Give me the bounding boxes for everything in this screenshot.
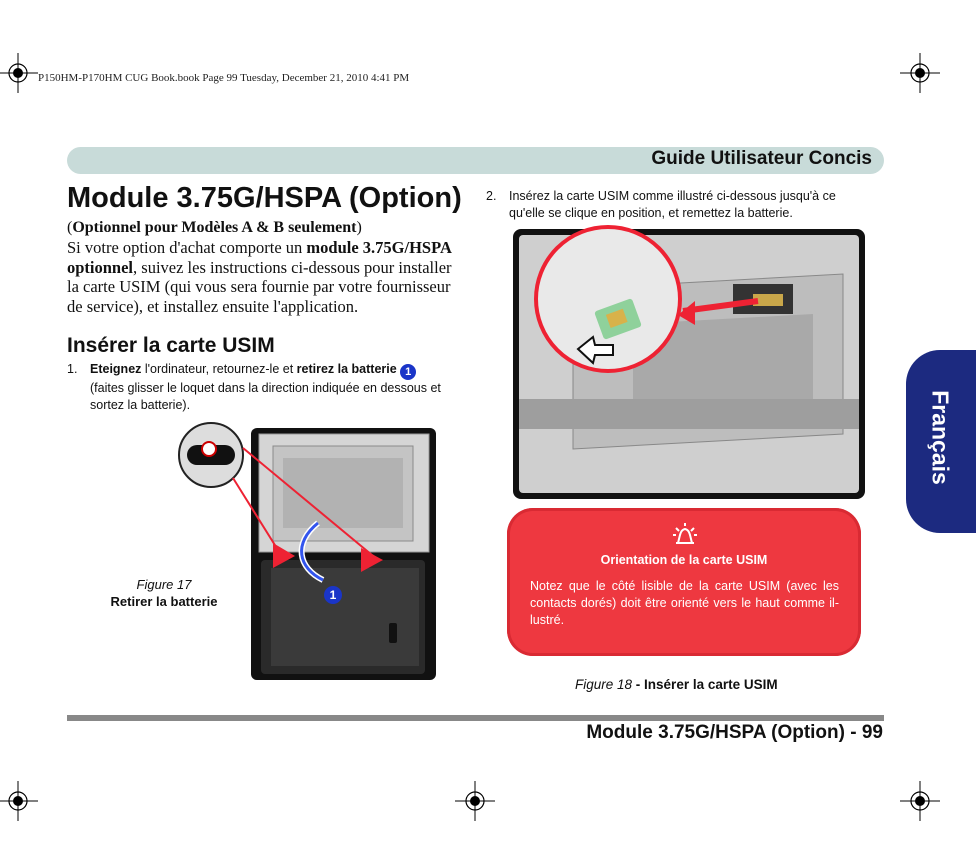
figure-18-caption <box>575 677 778 692</box>
step-1-number: 1. <box>67 362 78 376</box>
crop-mark-top-left <box>0 53 38 93</box>
step-2 <box>486 188 866 224</box>
subtitle-open: ( <box>67 219 73 236</box>
note-box <box>507 508 861 656</box>
header-bar <box>67 147 884 174</box>
note-title: Orientation de la carte USIM <box>600 553 768 567</box>
print-info-line: P150HM-P170HM CUG Book.book Page 99 Tuesday, December 21, 2010 4:41 PM <box>38 72 410 84</box>
step-1-text <box>90 361 467 414</box>
intro-paragraph <box>67 238 467 316</box>
page-title: Module 3.75G/HSPA (Option) <box>67 182 462 214</box>
crop-mark-bottom-left <box>0 781 38 821</box>
page-footer: Module 3.75G/HSPA (Option) - 99 <box>586 722 883 743</box>
subtitle <box>67 219 362 237</box>
figure-17-badge: 1 <box>324 586 342 604</box>
intro-text: Si votre option d'achat comporte un <box>67 238 307 257</box>
step-2-number: 2. <box>486 189 497 203</box>
step-1-badge: 1 <box>400 364 416 380</box>
warning-bell-icon <box>671 521 699 549</box>
footer-rule <box>67 715 884 721</box>
crop-mark-bottom-center <box>455 781 495 821</box>
figure-17-image <box>173 418 438 681</box>
intro-text-end: , suivez les instructions ci-dessous pour installer la carte USIM (qui vous sera fournie par votre fournisseur de service), et installez ensuite l'application. <box>67 257 452 316</box>
step-1-bold: Eteignez <box>90 362 142 376</box>
header-title: Guide Utilisateur Concis <box>651 148 872 169</box>
step-1 <box>67 361 467 413</box>
figure-18-label: Figure 18 <box>575 677 633 692</box>
language-tab-label: Français <box>927 390 954 485</box>
subtitle-close: ) <box>356 219 362 236</box>
subtitle-bold: Optionnel pour Modèles A & B seulement <box>72 219 357 236</box>
step-1-bold-2: retirez la batterie <box>296 362 397 376</box>
note-body: Notez que le côté lisible de la carte USIM (avec les contacts dorés) doit être orienté vers le haut comme il-lustré. <box>530 579 839 627</box>
section-title: Insérer la carte USIM <box>67 334 275 357</box>
language-tab[interactable] <box>906 350 976 533</box>
crop-mark-bottom-right <box>900 781 940 821</box>
figure-18-title: Insérer la carte USIM <box>644 677 778 692</box>
figure-18-image <box>513 229 865 499</box>
step-1-text-b: (faites glisser le loquet dans la direction indiquée en dessous et sortez la batterie). <box>90 381 441 412</box>
figure-17-title: Retirer la batterie <box>110 594 218 609</box>
intro-bold: module 3.75G/HSPA optionnel <box>67 238 451 277</box>
figure-18-separator: - <box>632 677 645 692</box>
figure-17-label: Figure 17 <box>136 577 192 592</box>
crop-mark-top-right <box>900 53 940 93</box>
step-2-text: Insérez la carte USIM comme illustré ci-dessous jusqu'à ce qu'elle se clique en position, et remettez la batterie. <box>509 189 836 220</box>
figure-17-caption <box>100 576 228 610</box>
step-1-text-a: l'ordinateur, retournez-le et <box>141 362 297 376</box>
